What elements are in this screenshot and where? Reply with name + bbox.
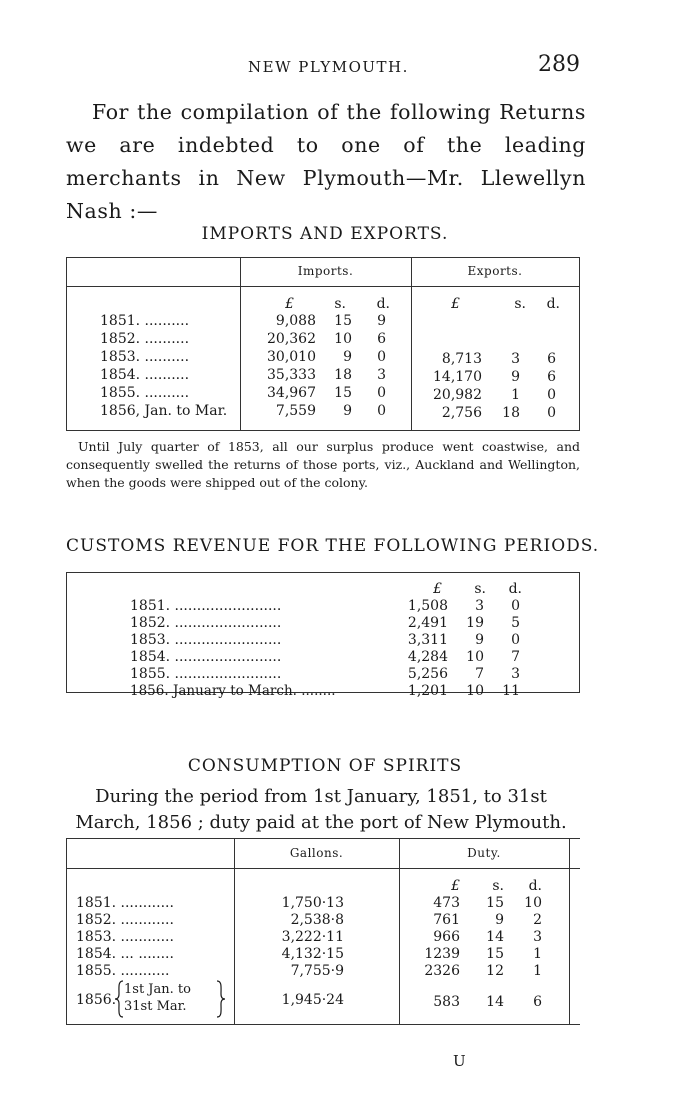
exports-pence: 6 <box>547 351 556 367</box>
range-line-1: 1st Jan. to <box>124 982 191 997</box>
page-number: 289 <box>538 52 580 77</box>
imports-pence: 0 <box>377 349 386 365</box>
customs-shillings: 9 <box>475 632 484 648</box>
customs-pence: 11 <box>502 683 520 699</box>
table-rule <box>66 430 580 431</box>
row-label: 1853. ........................ <box>130 632 282 648</box>
customs-pounds: 1,508 <box>407 598 448 614</box>
table-rule <box>240 257 241 430</box>
duty-shillings: 15 <box>486 895 504 911</box>
duty-pence: 10 <box>524 895 542 911</box>
exports-pence: 0 <box>547 405 556 421</box>
exports-pence-unit: d. <box>546 296 560 312</box>
table-rule <box>66 286 580 287</box>
gallons-value: 1,945·24 <box>281 992 344 1008</box>
customs-pence: 0 <box>511 598 520 614</box>
duty-pounds: 966 <box>433 929 460 945</box>
imports-exports-title: IMPORTS AND EXPORTS. <box>201 224 449 244</box>
exports-pence: 6 <box>547 369 556 385</box>
customs-shilling-unit: s. <box>474 581 486 597</box>
customs-revenue-title: CUSTOMS REVENUE FOR THE FOLLOWING PERIODS. <box>66 536 600 556</box>
spirits-title: CONSUMPTION OF SPIRITS <box>187 756 463 776</box>
imports-shilling-unit: s. <box>334 296 346 312</box>
gallons-value: 2,538·8 <box>290 912 344 928</box>
duty-shilling-unit: s. <box>492 878 504 894</box>
row-label: 1855. ........................ <box>130 666 282 682</box>
customs-pound-unit: £ <box>433 581 442 597</box>
imports-pounds: 20,362 <box>267 331 316 347</box>
imports-pence-unit: d. <box>376 296 390 312</box>
row-label: 1851. .......... <box>100 313 190 329</box>
table-rule <box>399 838 400 1024</box>
customs-pounds: 3,311 <box>407 632 448 648</box>
exports-pound-unit: £ <box>451 296 460 312</box>
exports-pounds: 20,982 <box>433 387 482 403</box>
duty-pounds: 761 <box>433 912 460 928</box>
row-label: 1852. .......... <box>100 331 190 347</box>
row-label: 1852. ........................ <box>130 615 282 631</box>
table-rule <box>66 838 580 839</box>
imports-shillings: 9 <box>343 403 352 419</box>
row-label: 1855. .......... <box>100 385 190 401</box>
imports-pounds: 35,333 <box>267 367 316 383</box>
exports-pence: 0 <box>547 387 556 403</box>
table-rule <box>66 1024 580 1025</box>
duty-shillings: 12 <box>486 963 504 979</box>
gallons-header: Gallons. <box>289 846 344 860</box>
imports-pence: 0 <box>377 385 386 401</box>
customs-pounds: 4,284 <box>407 649 448 665</box>
customs-shillings: 10 <box>466 649 484 665</box>
duty-shillings: 14 <box>486 994 504 1010</box>
running-title: NEW PLYMOUTH. <box>248 58 409 76</box>
row-label: 1853. ............ <box>76 929 174 945</box>
imports-shillings: 15 <box>334 385 352 401</box>
duty-pence: 2 <box>533 912 542 928</box>
duty-pence: 3 <box>533 929 542 945</box>
exports-header: Exports. <box>467 264 523 278</box>
customs-pounds: 5,256 <box>407 666 448 682</box>
table-rule <box>579 257 580 430</box>
row-label: 1854. .......... <box>100 367 190 383</box>
imports-pounds: 30,010 <box>267 349 316 365</box>
row-year: 1856. <box>76 992 117 1008</box>
table-rule <box>66 257 580 258</box>
customs-pence: 5 <box>511 615 520 631</box>
table-rule <box>66 572 580 573</box>
table-rule <box>66 868 580 869</box>
imports-exports-note: Until July quarter of 1853, all our surplus produce went coastwise, and consequently swelled the returns of those ports, viz., Auckland and Wellington, when the goods were shipped out of the colony. <box>66 439 580 490</box>
gallons-value: 3,222·11 <box>281 929 344 945</box>
exports-pounds: 14,170 <box>433 369 482 385</box>
table-rule <box>66 572 67 692</box>
duty-header: Duty. <box>467 846 501 860</box>
customs-shillings: 10 <box>466 683 484 699</box>
exports-shilling-unit: s. <box>514 296 526 312</box>
customs-pence: 7 <box>511 649 520 665</box>
right-brace-icon <box>216 980 226 1018</box>
duty-pounds: 583 <box>433 994 460 1010</box>
table-rule <box>411 257 412 430</box>
customs-pounds: 2,491 <box>407 615 448 631</box>
exports-pounds: 2,756 <box>441 405 482 421</box>
imports-pence: 3 <box>377 367 386 383</box>
row-label: 1856, Jan. to Mar. <box>100 403 228 419</box>
customs-shillings: 3 <box>475 598 484 614</box>
row-label: 1854. ........................ <box>130 649 282 665</box>
row-label: 1852. ............ <box>76 912 174 928</box>
row-label: 1856. January to March. ........ <box>130 683 336 699</box>
duty-pence: 1 <box>533 963 542 979</box>
intro-paragraph: For the compilation of the following Returns we are indebted to one of the leading merchants in New Plymouth—Mr. Llewellyn Nash :— <box>66 100 586 223</box>
duty-pence-unit: d. <box>528 878 542 894</box>
duty-pounds: 473 <box>433 895 460 911</box>
signature-mark: U <box>453 1052 466 1070</box>
exports-shillings: 1 <box>511 387 520 403</box>
row-label: 1855. ........... <box>76 963 170 979</box>
imports-pence: 6 <box>377 331 386 347</box>
row-label: 1854. ... ........ <box>76 946 174 962</box>
imports-pound-unit: £ <box>285 296 294 312</box>
exports-shillings: 3 <box>511 351 520 367</box>
gallons-value: 4,132·15 <box>281 946 344 962</box>
imports-pounds: 9,088 <box>275 313 316 329</box>
customs-shillings: 19 <box>466 615 484 631</box>
exports-shillings: 9 <box>511 369 520 385</box>
imports-header: Imports. <box>297 264 354 278</box>
duty-pence: 1 <box>533 946 542 962</box>
gallons-value: 7,755·9 <box>290 963 344 979</box>
imports-shillings: 18 <box>334 367 352 383</box>
table-rule <box>234 838 235 1024</box>
duty-shillings: 14 <box>486 929 504 945</box>
range-line-2: 31st Mar. <box>124 999 187 1014</box>
row-label: 1851. ........................ <box>130 598 282 614</box>
imports-pence: 0 <box>377 403 386 419</box>
duty-pounds: 2326 <box>424 963 460 979</box>
exports-pounds: 8,713 <box>441 351 482 367</box>
imports-pence: 9 <box>377 313 386 329</box>
customs-pence-unit: d. <box>508 581 522 597</box>
gallons-value: 1,750·13 <box>281 895 344 911</box>
table-rule <box>66 838 67 1024</box>
duty-pound-unit: £ <box>451 878 460 894</box>
customs-shillings: 7 <box>475 666 484 682</box>
left-brace-icon <box>114 980 124 1018</box>
customs-pence: 0 <box>511 632 520 648</box>
customs-pounds: 1,201 <box>407 683 448 699</box>
duty-shillings: 15 <box>486 946 504 962</box>
row-label: 1853. .......... <box>100 349 190 365</box>
spirits-subtitle: During the period from 1st January, 1851, to 31st March, 1856 ; duty paid at the port of New Plymouth. <box>75 786 567 833</box>
table-rule <box>579 572 580 692</box>
duty-shillings: 9 <box>495 912 504 928</box>
row-label: 1851. ............ <box>76 895 174 911</box>
imports-shillings: 9 <box>343 349 352 365</box>
imports-shillings: 15 <box>334 313 352 329</box>
imports-pounds: 7,559 <box>275 403 316 419</box>
imports-pounds: 34,967 <box>267 385 316 401</box>
exports-shillings: 18 <box>502 405 520 421</box>
duty-pence: 6 <box>533 994 542 1010</box>
duty-pounds: 1239 <box>424 946 460 962</box>
table-rule <box>569 838 570 1024</box>
imports-shillings: 10 <box>334 331 352 347</box>
table-rule <box>66 257 67 430</box>
customs-pence: 3 <box>511 666 520 682</box>
